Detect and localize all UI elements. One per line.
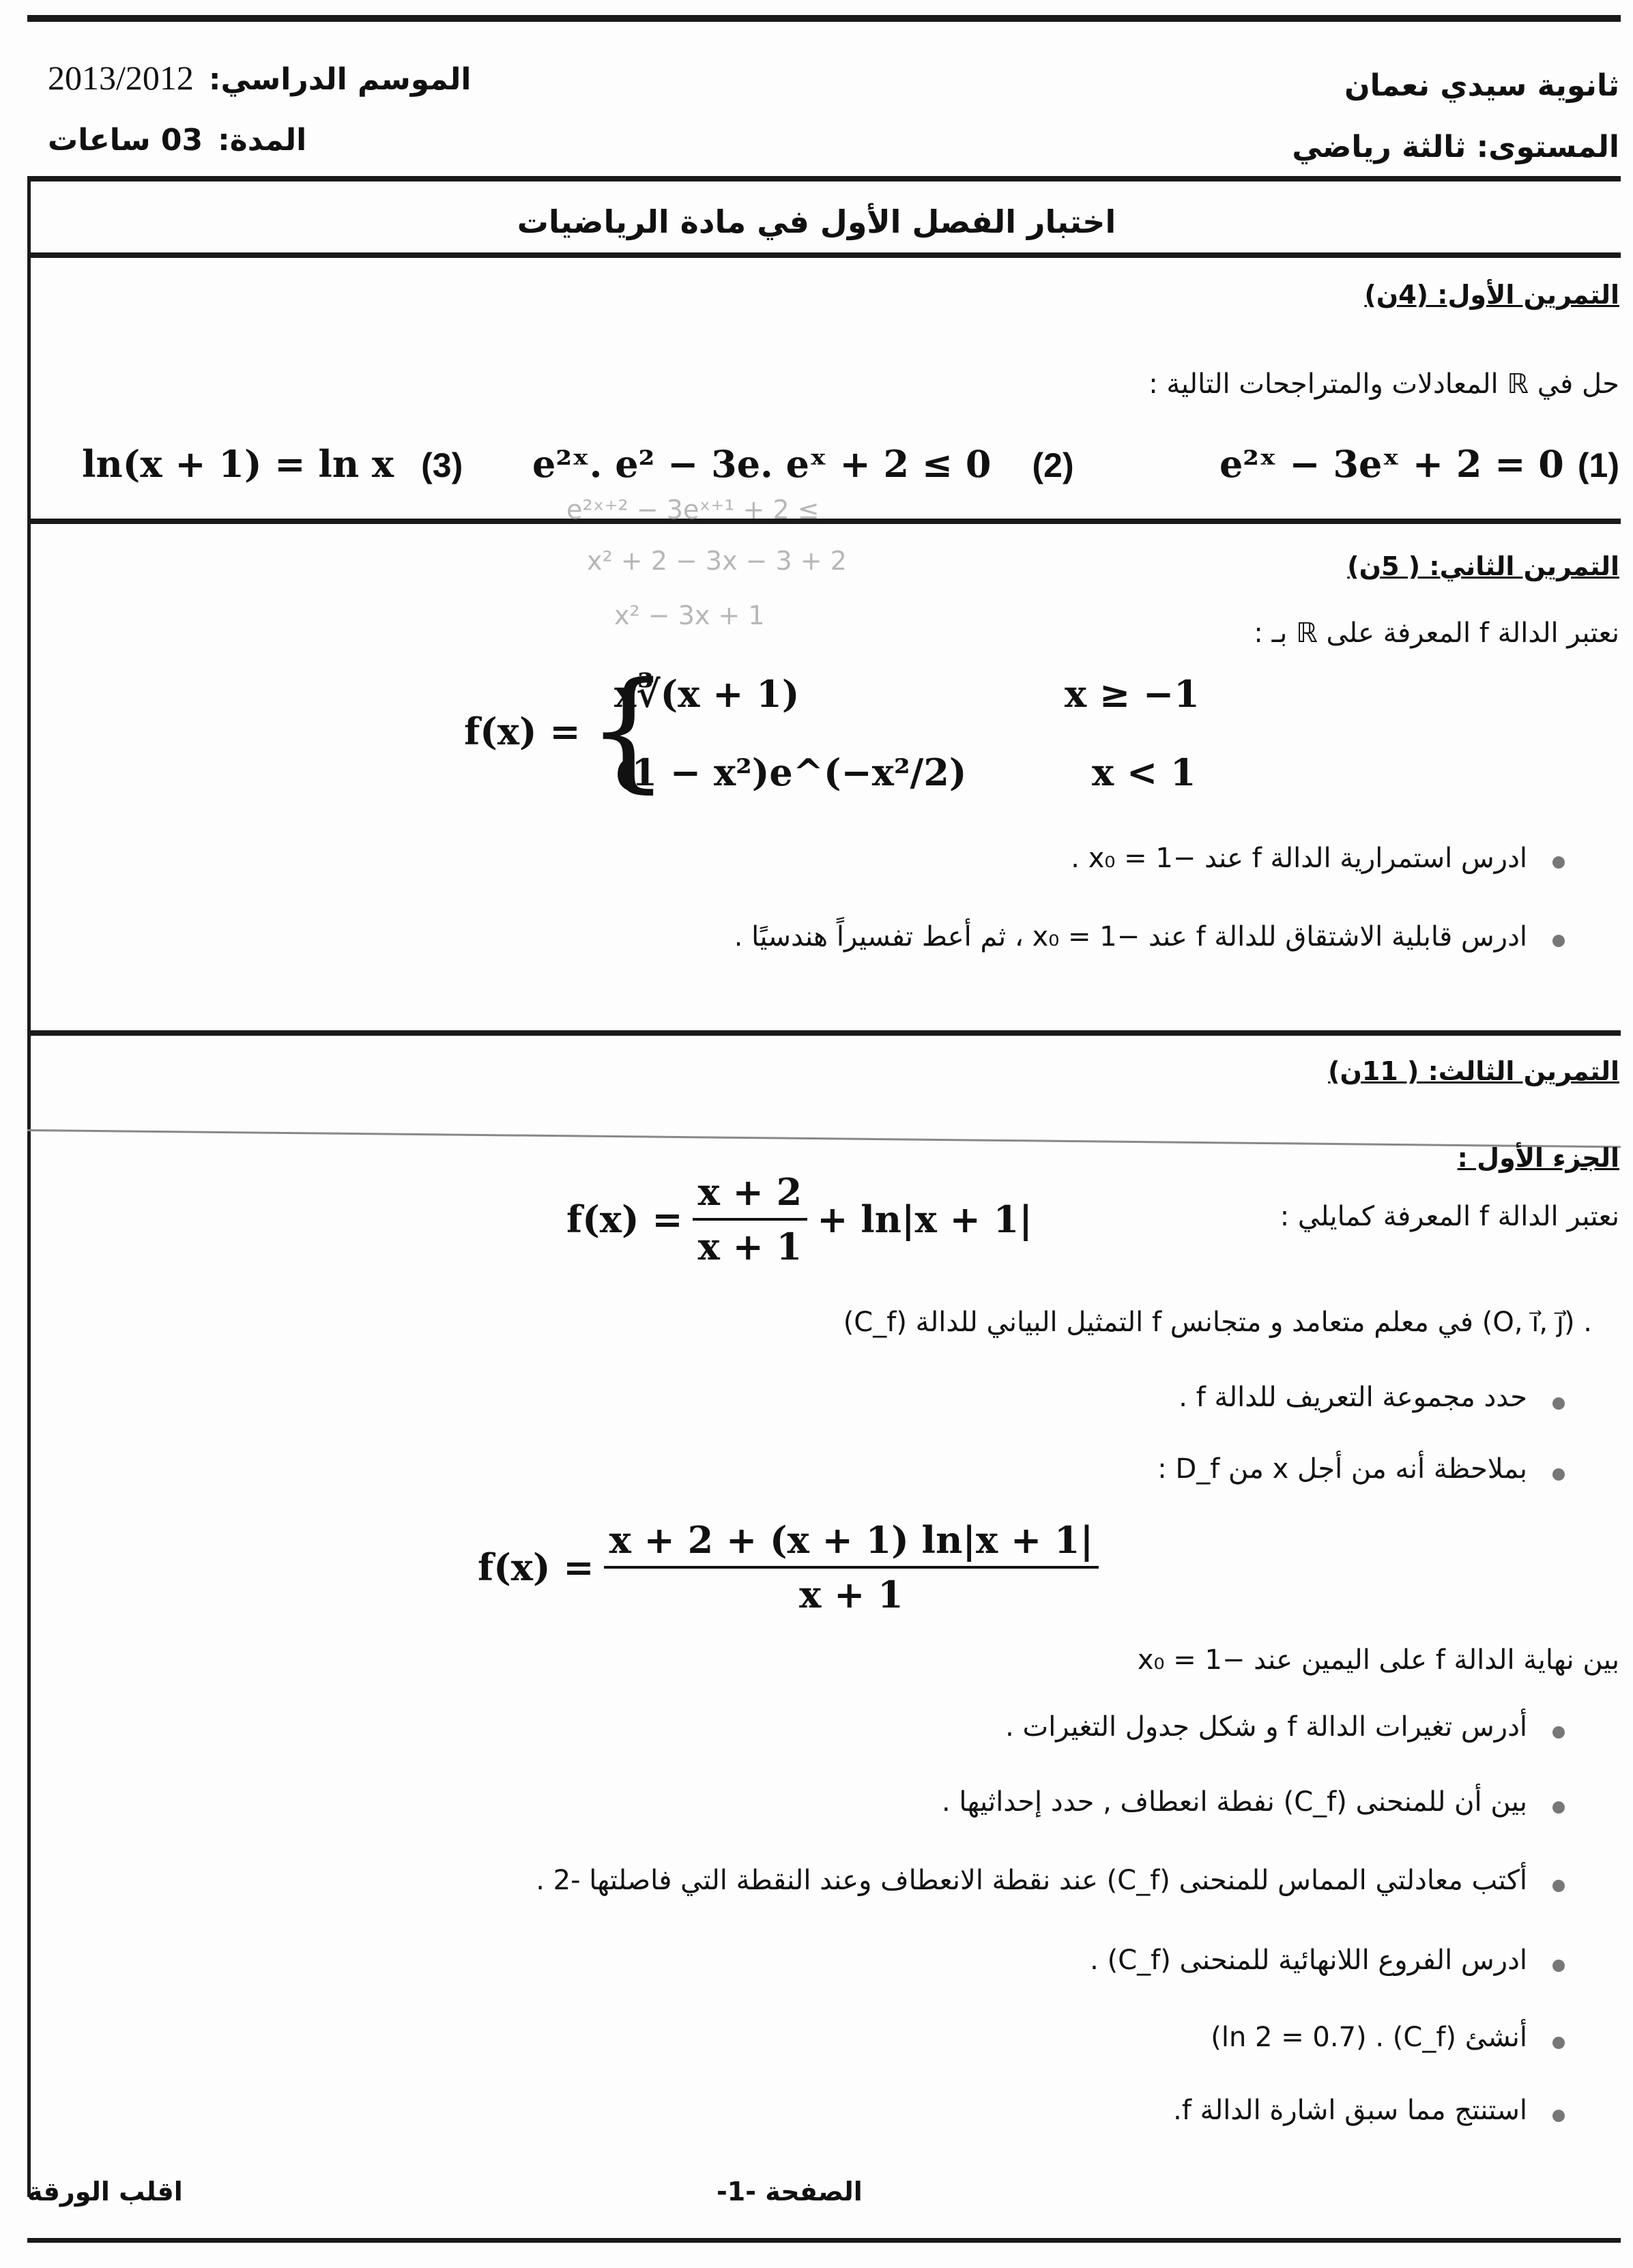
equation-1-expr: e²ˣ − 3eˣ + 2 = 0 bbox=[1219, 442, 1564, 486]
ex3-f-tail: + ln|x + 1| bbox=[817, 1197, 1032, 1241]
exercise2-q2: ادرس قابلية الاشتقاق للدالة f عند −1 = x₀ ، ثم أعط تفسيراً هندسيًا . bbox=[734, 921, 1527, 953]
season-label: الموسم الدراسي: bbox=[208, 62, 472, 97]
exercise2-q1: ادرس استمرارية الدالة f عند −1 = x₀ . bbox=[1071, 843, 1527, 874]
ex3-fraction-num: x + 2 bbox=[693, 1170, 808, 1221]
pencil-note-1: e²ˣ⁺² − 3eˣ⁺¹ + 2 ≤ bbox=[566, 495, 820, 525]
ex3-f-formula bbox=[566, 1170, 1032, 1268]
ex2-left-border bbox=[27, 519, 31, 1030]
equation-1 bbox=[1219, 442, 1619, 486]
season-line bbox=[48, 58, 472, 98]
season-value: 2013/2012 bbox=[48, 59, 194, 97]
pencil-note-3: x² − 3x + 1 bbox=[614, 600, 765, 630]
equation-2 bbox=[532, 442, 1074, 486]
bullet-icon bbox=[1552, 2037, 1565, 2049]
exercise2-intro: نعتبر الدالة f المعرفة على ℝ بـ : bbox=[1254, 617, 1619, 649]
ex3-fraction-den: x + 1 bbox=[697, 1225, 803, 1268]
equation-3-number: (3) bbox=[421, 446, 463, 484]
bullet-icon bbox=[1552, 1960, 1565, 1972]
ex1-divider bbox=[27, 519, 1621, 524]
duration-label: المدة: bbox=[218, 123, 307, 158]
exercise1-title: التمرين الأول: (4ن) bbox=[1364, 280, 1619, 310]
turn-page-label: اقلب الورقة bbox=[27, 2177, 183, 2207]
bullet-icon bbox=[1552, 1397, 1565, 1410]
exercise3-title: التمرين الثالث: ( 11ن) bbox=[1328, 1056, 1619, 1086]
bottom-border bbox=[27, 2238, 1621, 2243]
bullet-icon bbox=[1552, 1801, 1565, 1814]
ex2-case2-cond: x < 1 bbox=[1092, 751, 1196, 794]
pencil-note-2: x² + 2 − 3x − 3 + 2 bbox=[587, 546, 847, 576]
equation-2-number: (2) bbox=[1032, 446, 1074, 484]
paper-fold-line bbox=[27, 1129, 1621, 1148]
duration-line bbox=[48, 123, 306, 158]
bullet-icon bbox=[1552, 935, 1565, 947]
ex3-f2-label: f(x) = bbox=[478, 1545, 594, 1589]
part1-title: الجزء الأول : bbox=[1457, 1143, 1619, 1173]
ex2-case1-cond: x ≥ −1 bbox=[1065, 672, 1200, 716]
bullet-icon bbox=[1552, 1880, 1565, 1892]
header-divider bbox=[27, 176, 1621, 181]
equation-2-expr: e²ˣ. e² − 3e. eˣ + 2 ≤ 0 bbox=[532, 442, 992, 486]
ex3-q6: أكتب معادلتي المماس للمنحنى (C_f) عند نقطة الانعطاف وعند النقطة التي فاصلتها -2 . bbox=[536, 1865, 1527, 1896]
level-label: المستوى: ثالثة رياضي bbox=[1292, 130, 1619, 164]
equation-1-number: (1) bbox=[1577, 446, 1619, 484]
exercise2-title: التمرين الثاني: ( 5ن) bbox=[1347, 551, 1619, 581]
duration-value: 03 ساعات bbox=[48, 123, 203, 158]
top-border bbox=[27, 15, 1621, 22]
bullet-icon bbox=[1552, 856, 1565, 869]
bullet-icon bbox=[1552, 1468, 1565, 1481]
ex2-case1-expr: x∛(x + 1) bbox=[614, 672, 800, 716]
ex3-q8: أنشئ (C_f) . (ln 2 = 0.7) bbox=[1211, 2022, 1527, 2053]
ex3-f2-fraction bbox=[604, 1518, 1099, 1616]
equation-3 bbox=[82, 442, 463, 486]
bullet-icon bbox=[1552, 1726, 1565, 1739]
bullet-icon bbox=[1552, 2110, 1565, 2122]
ex3-q4: أدرس تغيرات الدالة f و شكل جدول التغيرات . bbox=[1005, 1711, 1527, 1743]
ex3-q9: استنتج مما سبق اشارة الدالة f. bbox=[1173, 2095, 1527, 2126]
ex3-f2-den: x + 1 bbox=[799, 1573, 904, 1616]
ex3-left-border bbox=[27, 1030, 31, 2197]
ex2-divider bbox=[27, 1030, 1621, 1036]
exercise1-intro: حل في ℝ المعادلات والمتراجحات التالية : bbox=[1148, 368, 1619, 400]
ex3-q2: بملاحظة أنه من أجل x من D_f : bbox=[1157, 1453, 1527, 1485]
ex3-q1: حدد مجموعة التعريف للدالة f . bbox=[1179, 1382, 1527, 1413]
equation-3-expr: ln(x + 1) = ln x bbox=[82, 442, 394, 486]
ex2-case2-expr: (1 − x²)e^(−x²/2) bbox=[614, 751, 967, 794]
page-number: الصفحة -1- bbox=[717, 2177, 863, 2207]
ex1-left-border bbox=[27, 252, 31, 519]
ex2-brace: { bbox=[587, 654, 669, 805]
ex3-representation: (C_f) التمثيل البياني للدالة f في معلم متعامد و متجانس (O, i⃗, j⃗) . bbox=[843, 1307, 1592, 1338]
ex2-f-label: f(x) = bbox=[464, 710, 581, 753]
ex3-fraction bbox=[693, 1170, 808, 1268]
exercise3-intro: نعتبر الدالة f المعرفة كمايلي : bbox=[1280, 1201, 1619, 1232]
ex3-f2-num: x + 2 + (x + 1) ln|x + 1| bbox=[604, 1518, 1099, 1569]
school-name: ثانوية سيدي نعمان bbox=[1344, 68, 1619, 103]
ex3-q7: ادرس الفروع اللانهائية للمنحنى (C_f) . bbox=[1090, 1945, 1527, 1976]
ex3-q5: بين أن للمنحنى (C_f) نفطة انعطاف , حدد إحداثيها . bbox=[941, 1786, 1527, 1818]
ex3-q3: بين نهاية الدالة f على اليمين عند −1 = x₀ bbox=[1137, 1644, 1619, 1676]
ex3-f2-formula bbox=[478, 1518, 1099, 1616]
title-divider bbox=[27, 252, 1621, 258]
ex3-f-label: f(x) = bbox=[566, 1197, 683, 1241]
exam-title: اختبار الفصل الأول في مادة الرياضيات bbox=[517, 203, 1116, 240]
